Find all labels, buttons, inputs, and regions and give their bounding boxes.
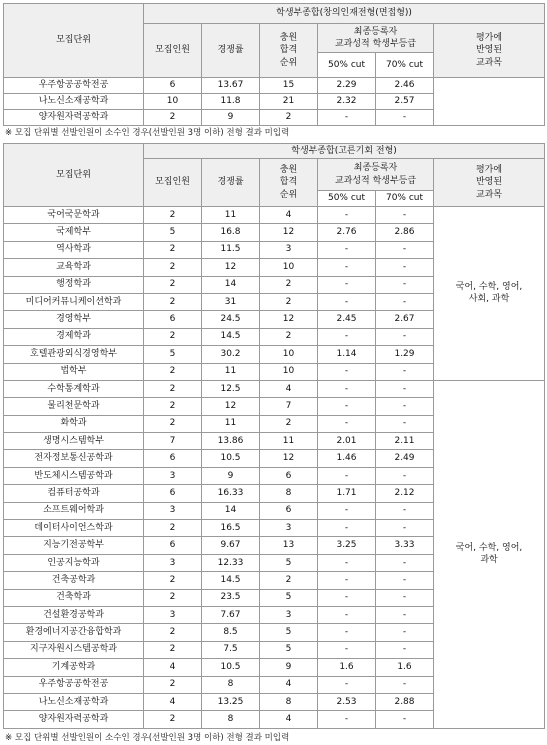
waitlist-cell: 21: [260, 94, 318, 110]
cut50-cell: 2.53: [318, 693, 376, 710]
cut70-cell: -: [376, 589, 434, 606]
cut50-cell: 2.01: [318, 433, 376, 450]
cut70-cell: -: [376, 676, 434, 693]
count-cell: 2: [144, 241, 202, 258]
cut70-cell: -: [376, 398, 434, 415]
ratio-cell: 9: [202, 467, 260, 484]
waitlist-cell: 6: [260, 467, 318, 484]
cut70-cell: -: [376, 293, 434, 310]
count-cell: 2: [144, 207, 202, 224]
cut70-cell: -: [376, 641, 434, 658]
count-cell: 2: [144, 328, 202, 345]
count-cell: 6: [144, 485, 202, 502]
ratio-cell: 14.5: [202, 328, 260, 345]
count-cell: 2: [144, 398, 202, 415]
footnote-2: ※ 모집 단위별 선발인원이 소수인 경우(선발인원 3명 이하) 전형 결과 미입력: [5, 732, 290, 743]
ratio-cell: 12: [202, 398, 260, 415]
unit-cell: 우주항공공학전공: [4, 676, 144, 693]
header-group-title: 학생부종합(창의인재전형(면접형)): [144, 4, 545, 24]
cut50-cell: -: [318, 363, 376, 380]
ratio-cell: 14: [202, 502, 260, 519]
unit-cell: 국제학부: [4, 224, 144, 241]
cut70-cell: -: [376, 624, 434, 641]
ratio-cell: 14.5: [202, 572, 260, 589]
cut70-cell: 2.86: [376, 224, 434, 241]
ratio-cell: 14: [202, 276, 260, 293]
ratio-cell: 16.8: [202, 224, 260, 241]
unit-cell: 기계공학과: [4, 659, 144, 676]
count-cell: 5: [144, 224, 202, 241]
header-count: 모집인원: [144, 24, 202, 78]
header-cut70: 70% cut: [376, 53, 434, 78]
cut50-cell: -: [318, 207, 376, 224]
unit-cell: 데이터사이언스학과: [4, 520, 144, 537]
cut70-cell: 2.46: [376, 78, 434, 94]
subjects-line: 과학: [480, 555, 498, 566]
header-grade-group: 최종등록자 교과성적 학생부등급: [318, 24, 434, 53]
cut70-cell: 3.33: [376, 537, 434, 554]
cut70-cell: -: [376, 606, 434, 623]
waitlist-cell: 11: [260, 433, 318, 450]
unit-cell: 화학과: [4, 415, 144, 432]
cut70-cell: -: [376, 276, 434, 293]
cut50-cell: -: [318, 572, 376, 589]
cut50-cell: 2.29: [318, 78, 376, 94]
subjects-line: 사회, 과학: [468, 294, 510, 305]
cut70-cell: -: [376, 520, 434, 537]
unit-cell: 호텔관광외식경영학부: [4, 346, 144, 363]
waitlist-cell: 7: [260, 398, 318, 415]
waitlist-cell: 2: [260, 328, 318, 345]
ratio-cell: 11: [202, 415, 260, 432]
waitlist-cell: 4: [260, 380, 318, 397]
count-cell: 2: [144, 711, 202, 728]
unit-cell: 국어국문학과: [4, 207, 144, 224]
unit-cell: 나노신소재공학과: [4, 94, 144, 110]
unit-cell: 우주항공공학전공: [4, 78, 144, 94]
ratio-cell: 7.67: [202, 606, 260, 623]
table-equal-opportunity: [3, 143, 545, 729]
header-group-title: 학생부종합(고른기회 전형): [144, 144, 545, 159]
waitlist-cell: 10: [260, 363, 318, 380]
ratio-cell: 11.5: [202, 241, 260, 258]
footnote-1: ※ 모집 단위별 선발인원이 소수인 경우(선발인원 3명 이하) 전형 결과 미입력: [5, 128, 290, 138]
unit-cell: 양자원자력공학과: [4, 110, 144, 126]
cut50-cell: -: [318, 398, 376, 415]
waitlist-cell: 2: [260, 572, 318, 589]
unit-cell: 법학부: [4, 363, 144, 380]
unit-cell: 수학통계학과: [4, 380, 144, 397]
cut70-cell: -: [376, 207, 434, 224]
table-row: [4, 207, 545, 224]
unit-cell: 소프트웨어학과: [4, 502, 144, 519]
cut50-cell: -: [318, 276, 376, 293]
cut50-cell: 1.14: [318, 346, 376, 363]
waitlist-cell: 10: [260, 259, 318, 276]
ratio-cell: 9.67: [202, 537, 260, 554]
cut50-cell: -: [318, 641, 376, 658]
cut50-cell: 1.6: [318, 659, 376, 676]
count-cell: 2: [144, 293, 202, 310]
ratio-cell: 8.5: [202, 624, 260, 641]
unit-cell: 전자정보통신공학과: [4, 450, 144, 467]
count-cell: 6: [144, 450, 202, 467]
table-row: [4, 380, 545, 397]
unit-cell: 행정학과: [4, 276, 144, 293]
unit-cell: 경제학과: [4, 328, 144, 345]
unit-cell: 생명시스템학부: [4, 433, 144, 450]
cut70-cell: -: [376, 241, 434, 258]
count-cell: 2: [144, 589, 202, 606]
cut70-cell: 2.88: [376, 693, 434, 710]
waitlist-cell: 2: [260, 293, 318, 310]
cut50-cell: -: [318, 589, 376, 606]
cut70-cell: -: [376, 711, 434, 728]
waitlist-cell: 4: [260, 207, 318, 224]
count-cell: 2: [144, 572, 202, 589]
cut50-cell: -: [318, 606, 376, 623]
cut70-cell: -: [376, 467, 434, 484]
unit-cell: 교육학과: [4, 259, 144, 276]
unit-cell: 지구자원시스템공학과: [4, 641, 144, 658]
unit-cell: 경영학부: [4, 311, 144, 328]
header-cut70: 70% cut: [376, 191, 434, 207]
cut50-cell: -: [318, 502, 376, 519]
header-subjects: 평가에 반영된 교과목: [434, 159, 545, 207]
count-cell: 2: [144, 363, 202, 380]
count-cell: 2: [144, 110, 202, 126]
cut70-cell: 2.12: [376, 485, 434, 502]
waitlist-cell: 2: [260, 276, 318, 293]
count-cell: 7: [144, 433, 202, 450]
cut50-cell: -: [318, 241, 376, 258]
unit-cell: 건축학과: [4, 589, 144, 606]
header-grade-group: 최종등록자 교과성적 학생부등급: [318, 159, 434, 191]
admission-results-page: [3, 3, 544, 745]
ratio-cell: 9: [202, 110, 260, 126]
count-cell: 3: [144, 554, 202, 571]
header-cut50: 50% cut: [318, 191, 376, 207]
ratio-cell: 30.2: [202, 346, 260, 363]
cut50-cell: -: [318, 554, 376, 571]
cut70-cell: -: [376, 415, 434, 432]
ratio-cell: 31: [202, 293, 260, 310]
waitlist-cell: 12: [260, 450, 318, 467]
ratio-cell: 8: [202, 711, 260, 728]
waitlist-cell: 2: [260, 415, 318, 432]
cut70-cell: -: [376, 328, 434, 345]
ratio-cell: 10.5: [202, 659, 260, 676]
cut50-cell: -: [318, 293, 376, 310]
cut70-cell: -: [376, 502, 434, 519]
waitlist-cell: 9: [260, 659, 318, 676]
ratio-cell: 7.5: [202, 641, 260, 658]
cut70-cell: 1.6: [376, 659, 434, 676]
cut50-cell: -: [318, 711, 376, 728]
waitlist-cell: 13: [260, 537, 318, 554]
cut50-cell: -: [318, 415, 376, 432]
waitlist-cell: 8: [260, 693, 318, 710]
cut50-cell: -: [318, 467, 376, 484]
count-cell: 2: [144, 415, 202, 432]
count-cell: 2: [144, 380, 202, 397]
waitlist-cell: 6: [260, 502, 318, 519]
cut70-cell: -: [376, 572, 434, 589]
ratio-cell: 16.33: [202, 485, 260, 502]
count-cell: 6: [144, 311, 202, 328]
cut50-cell: 1.46: [318, 450, 376, 467]
count-cell: 2: [144, 676, 202, 693]
waitlist-cell: 3: [260, 241, 318, 258]
cut50-cell: 2.32: [318, 94, 376, 110]
ratio-cell: 12: [202, 259, 260, 276]
header-subjects: 평가에 반영된 교과목: [434, 24, 545, 78]
cut70-cell: 1.29: [376, 346, 434, 363]
waitlist-cell: 5: [260, 624, 318, 641]
waitlist-cell: 10: [260, 346, 318, 363]
unit-cell: 반도체시스템공학과: [4, 467, 144, 484]
unit-cell: 건축공학과: [4, 572, 144, 589]
unit-cell: 역사학과: [4, 241, 144, 258]
ratio-cell: 10.5: [202, 450, 260, 467]
count-cell: 5: [144, 346, 202, 363]
cut50-cell: -: [318, 259, 376, 276]
waitlist-cell: 3: [260, 606, 318, 623]
waitlist-cell: 15: [260, 78, 318, 94]
ratio-cell: 13.67: [202, 78, 260, 94]
cut70-cell: -: [376, 363, 434, 380]
header-unit: 모집단위: [4, 4, 144, 78]
ratio-cell: 13.25: [202, 693, 260, 710]
cut50-cell: 3.25: [318, 537, 376, 554]
cut70-cell: -: [376, 380, 434, 397]
cut50-cell: -: [318, 110, 376, 126]
cut50-cell: -: [318, 624, 376, 641]
count-cell: 2: [144, 259, 202, 276]
ratio-cell: 11.8: [202, 94, 260, 110]
cut50-cell: 2.76: [318, 224, 376, 241]
ratio-cell: 11: [202, 207, 260, 224]
count-cell: 6: [144, 537, 202, 554]
subjects-line: 국어, 수학, 영어,: [455, 543, 523, 554]
unit-cell: 컴퓨터공학과: [4, 485, 144, 502]
subjects-cell: [434, 380, 545, 728]
header-cut50: 50% cut: [318, 53, 376, 78]
cut70-cell: 2.11: [376, 433, 434, 450]
cut50-cell: -: [318, 520, 376, 537]
waitlist-cell: 5: [260, 641, 318, 658]
unit-cell: 환경에너지공간융합학과: [4, 624, 144, 641]
cut50-cell: 1.71: [318, 485, 376, 502]
count-cell: 10: [144, 94, 202, 110]
ratio-cell: 8: [202, 676, 260, 693]
count-cell: 2: [144, 520, 202, 537]
ratio-cell: 12.5: [202, 380, 260, 397]
unit-cell: 양자원자력공학과: [4, 711, 144, 728]
unit-cell: 건설환경공학과: [4, 606, 144, 623]
unit-cell: 나노신소재공학과: [4, 693, 144, 710]
unit-cell: 지능기전공학부: [4, 537, 144, 554]
count-cell: 3: [144, 467, 202, 484]
cut70-cell: 2.67: [376, 311, 434, 328]
waitlist-cell: 12: [260, 311, 318, 328]
cut70-cell: -: [376, 554, 434, 571]
count-cell: 2: [144, 624, 202, 641]
cut70-cell: 2.49: [376, 450, 434, 467]
waitlist-cell: 2: [260, 110, 318, 126]
waitlist-cell: 4: [260, 676, 318, 693]
waitlist-cell: 5: [260, 554, 318, 571]
ratio-cell: 12.33: [202, 554, 260, 571]
ratio-cell: 11: [202, 363, 260, 380]
cut50-cell: -: [318, 380, 376, 397]
count-cell: 3: [144, 606, 202, 623]
header-ratio: 경쟁률: [202, 159, 260, 207]
ratio-cell: 24.5: [202, 311, 260, 328]
ratio-cell: 23.5: [202, 589, 260, 606]
waitlist-cell: 4: [260, 711, 318, 728]
header-count: 모집인원: [144, 159, 202, 207]
subjects-line: 국어, 수학, 영어,: [455, 282, 523, 293]
header-ratio: 경쟁률: [202, 24, 260, 78]
cut70-cell: 2.57: [376, 94, 434, 110]
header-unit: 모집단위: [4, 144, 144, 207]
ratio-cell: 16.5: [202, 520, 260, 537]
header-waitlist: 충원 합격 순위: [260, 159, 318, 207]
cut50-cell: 2.45: [318, 311, 376, 328]
waitlist-cell: 5: [260, 589, 318, 606]
waitlist-cell: 8: [260, 485, 318, 502]
table-row: [4, 78, 545, 94]
count-cell: 4: [144, 659, 202, 676]
cut50-cell: -: [318, 676, 376, 693]
cut70-cell: -: [376, 259, 434, 276]
cut50-cell: -: [318, 328, 376, 345]
unit-cell: 물리천문학과: [4, 398, 144, 415]
ratio-cell: 13.86: [202, 433, 260, 450]
waitlist-cell: 12: [260, 224, 318, 241]
subjects-cell: [434, 207, 545, 381]
subjects-cell: [434, 78, 545, 126]
table-creative-talent: [3, 3, 545, 126]
waitlist-cell: 3: [260, 520, 318, 537]
count-cell: 2: [144, 641, 202, 658]
cut70-cell: -: [376, 110, 434, 126]
unit-cell: 미디어커뮤니케이션학과: [4, 293, 144, 310]
count-cell: 6: [144, 78, 202, 94]
count-cell: 2: [144, 276, 202, 293]
count-cell: 3: [144, 502, 202, 519]
count-cell: 4: [144, 693, 202, 710]
header-waitlist: 충원 합격 순위: [260, 24, 318, 78]
unit-cell: 인공지능학과: [4, 554, 144, 571]
